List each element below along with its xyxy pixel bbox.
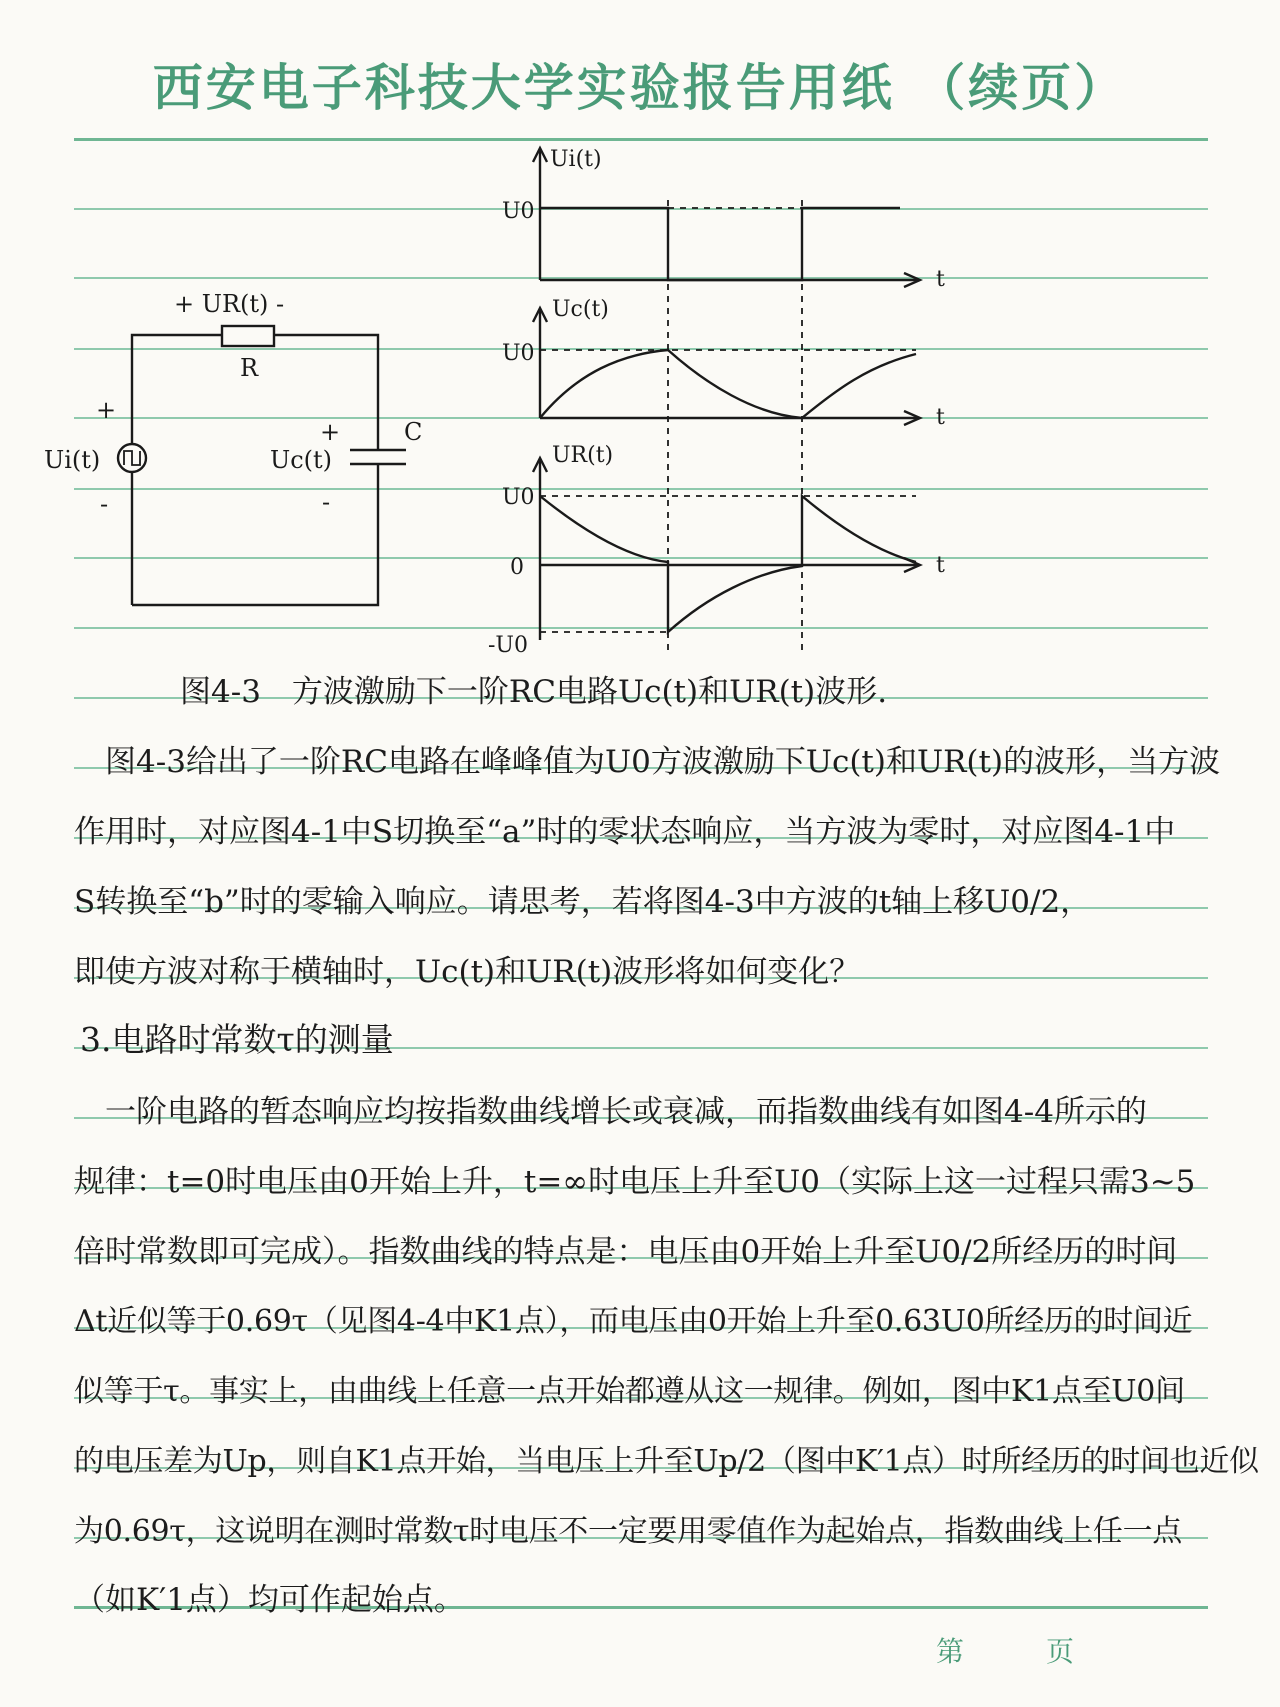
- paragraph-2-line: 为0.69τ，这说明在测时常数τ时电压不一定要用零值作为起始点，指数曲线上任一点: [74, 1514, 1182, 1549]
- ur-bottom-label: -U0: [488, 633, 528, 658]
- paragraph-2-line: 似等于τ。事实上，由曲线上任意一点开始都遵从这一规律。例如，图中K1点至U0间: [74, 1374, 1185, 1409]
- ur-y-label: UR(t): [552, 443, 614, 468]
- capacitor-plus-sign: +: [320, 418, 341, 446]
- resistor-name-label: R: [240, 354, 259, 382]
- ur-top-label: U0: [502, 485, 535, 510]
- source-plus-sign: +: [96, 396, 117, 424]
- capacitor-minus-sign: -: [322, 488, 331, 516]
- paragraph-2-line: Δt近似等于0.69τ（见图4-4中K1点），而电压由0开始上升至0.63U0所经历的时间近: [74, 1304, 1193, 1339]
- ur-x-label: t: [936, 553, 945, 578]
- resistor-symbol: [222, 326, 274, 346]
- plot-uc-waveform: [533, 308, 920, 425]
- uc-x-label: t: [936, 405, 945, 430]
- resistor-voltage-label: + UR(t) -: [174, 290, 285, 318]
- uc-level-label: U0: [502, 341, 535, 366]
- ui-square-wave: [540, 208, 900, 280]
- paragraph-2-line: 的电压差为Up，则自K1点开始，当电压上升至Up/2（图中K′1点）时所经历的时间也近似: [74, 1444, 1259, 1479]
- circuit-wire: [132, 335, 222, 605]
- paragraph-2-line: 倍时常数即可完成）。指数曲线的特点是：电压由0开始上升至U0/2所经历的时间: [74, 1234, 1178, 1270]
- capacitor-name-label: C: [404, 418, 423, 446]
- rc-circuit: [118, 326, 406, 605]
- circuit-wire: [132, 464, 378, 605]
- source-minus-sign: -: [100, 490, 109, 518]
- paragraph-2-line: 一阶电路的暂态响应均按指数曲线增长或衰减，而指数曲线有如图4-4所示的: [74, 1094, 1147, 1130]
- section-title: 3.电路时常数τ的测量: [80, 1020, 394, 1059]
- paragraph-1-line: 图4-3给出了一阶RC电路在峰峰值为U0方波激励下Uc(t)和UR(t)的波形，当方波: [74, 744, 1221, 780]
- paragraph-2-line: （如K′1点）均可作起始点。: [74, 1582, 465, 1618]
- paragraph-2-line: 规律：t=0时电压由0开始上升，t=∞时电压上升至U0（实际上这一过程只需3~5: [74, 1164, 1196, 1200]
- paragraph-1-line: S转换至“b”时的零输入响应。请思考，若将图4-3中方波的t轴上移U0/2，: [74, 884, 1092, 920]
- capacitor-voltage-label: Uc(t): [270, 446, 333, 474]
- figure-caption: 图4-3 方波激励下一阶RC电路Uc(t)和UR(t)波形.: [180, 674, 888, 710]
- uc-y-label: Uc(t): [552, 297, 609, 322]
- plot-ur-waveform: [533, 458, 920, 640]
- paragraph-1-line: 即使方波对称于横轴时，Uc(t)和UR(t)波形将如何变化？: [74, 954, 861, 990]
- footer-ye: 页: [1046, 1635, 1075, 1668]
- figure-4-3: [0, 0, 1280, 680]
- uc-charge-discharge-curve: [540, 350, 916, 418]
- ui-level-label: U0: [502, 199, 535, 224]
- ui-y-label: Ui(t): [550, 147, 602, 172]
- ur-zero-label: 0: [510, 555, 524, 580]
- ui-x-label: t: [936, 267, 945, 292]
- page-header-title: 西安电子科技大学实验报告用纸 （续页）: [152, 58, 1128, 117]
- paragraph-1-line: 作用时，对应图4-1中S切换至“a”时的零状态响应，当方波为零时，对应图4-1中: [74, 814, 1176, 850]
- time-markers: [668, 200, 802, 650]
- footer-di: 第: [936, 1635, 965, 1668]
- source-label: Ui(t): [44, 446, 101, 474]
